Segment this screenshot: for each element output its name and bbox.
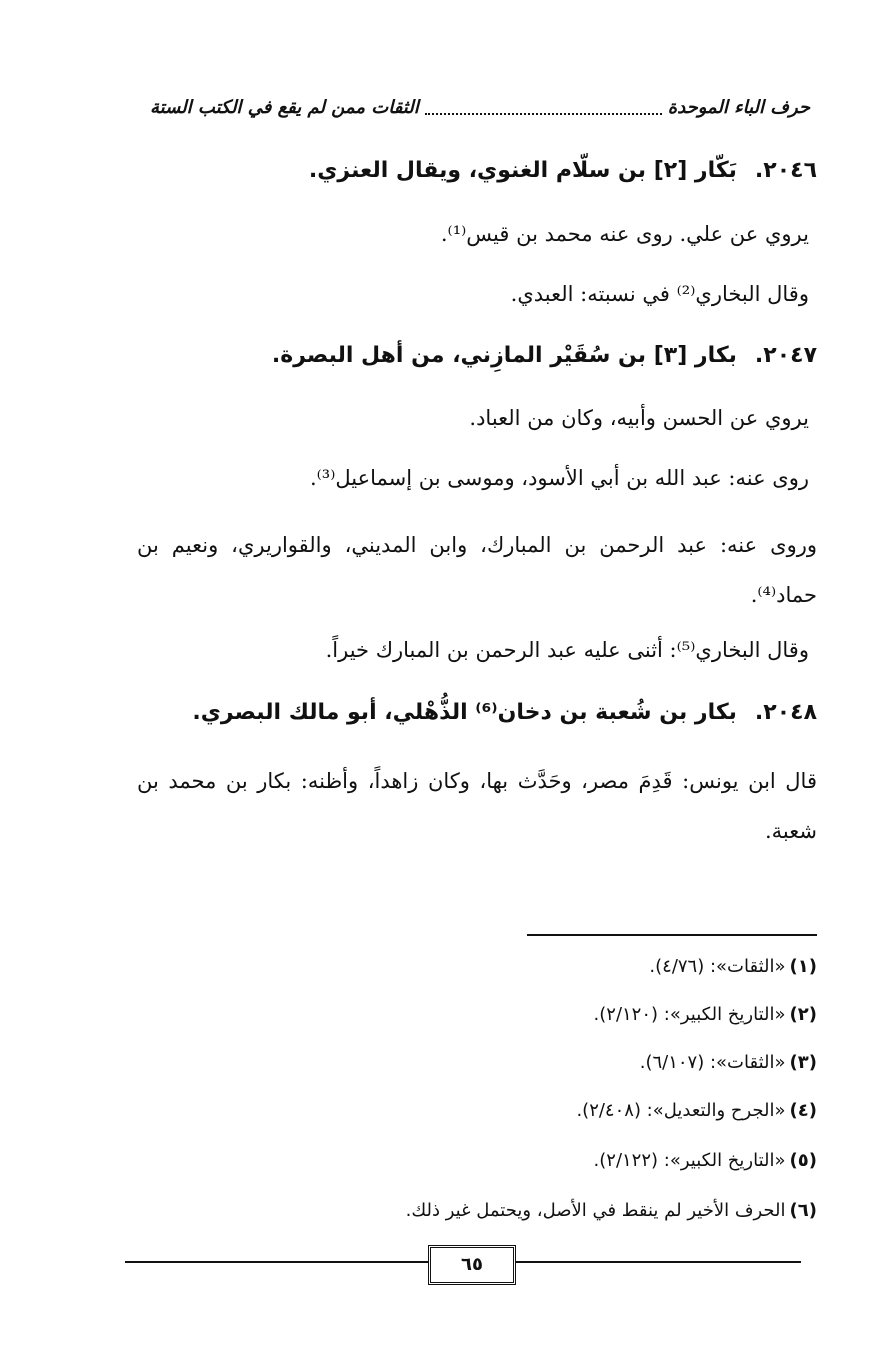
- running-header: [150, 92, 810, 122]
- entry-paragraph: روى عنه: عبد الله بن أبي الأسود، وموسى بن إسماعيل⁽³⁾.: [309, 466, 809, 490]
- header-chapter-title: حرف الباء الموحدة: [667, 96, 810, 118]
- page-number: ٦٥: [428, 1245, 516, 1285]
- entry-paragraph: يروي عن الحسن وأبيه، وكان من العباد.: [469, 406, 809, 430]
- entry-number: ٢٠٤٧.: [754, 343, 817, 368]
- footnote: [640, 1052, 817, 1073]
- entry-title: بَكّار [٢] بن سلّام الغنوي، ويقال العنزي.: [308, 158, 737, 183]
- footnote-number: (٢): [789, 1004, 817, 1025]
- footnote-number: (٤): [789, 1100, 817, 1121]
- entry-paragraph: وقال البخاري⁽⁵⁾: أثنى عليه عبد الرحمن بن المبارك خيراً.: [325, 638, 809, 662]
- footnote: [406, 1200, 817, 1221]
- footnote: [576, 1100, 817, 1121]
- entry-title: بكار [٣] بن سُقَيْر المازِني، من أهل البصرة.: [271, 343, 737, 368]
- entry-paragraph: يروي عن علي. روى عنه محمد بن قيس⁽¹⁾.: [440, 222, 809, 246]
- footnote-text: «التاريخ الكبير»: (٢/١٢٠).: [593, 1004, 786, 1025]
- entry-number: ٢٠٤٦.: [754, 158, 817, 183]
- header-book-title: الثقات ممن لم يقع في الكتب الستة: [150, 96, 419, 118]
- footnote-number: (٥): [789, 1150, 817, 1171]
- footnote: [649, 956, 817, 977]
- footnote-text: الحرف الأخير لم ينقط في الأصل، ويحتمل غير ذلك.: [405, 1200, 786, 1221]
- footnote-text: «التاريخ الكبير»: (٢/١٢٢).: [593, 1150, 786, 1171]
- footnote: [594, 1150, 817, 1171]
- footnote-number: (١): [789, 956, 817, 977]
- footnote-text: «الثقات»: (٤/٧٦).: [649, 956, 786, 977]
- entry-heading: [272, 343, 817, 368]
- entry-paragraph: وقال البخاري⁽²⁾ في نسبته: العبدي.: [510, 282, 809, 306]
- entry-paragraph: وروى عنه: عبد الرحمن بن المبارك، وابن المديني، والقواريري، ونعيم بن حماد⁽⁴⁾.: [137, 533, 817, 607]
- entry-heading: [192, 700, 817, 725]
- footnote-separator: [527, 934, 817, 936]
- entry-paragraph: قال ابن يونس: قَدِمَ مصر، وحَدَّث بها، وكان زاهداً، وأظنه: بكار بن محمد بن شعبة.: [137, 769, 817, 843]
- entry-title: بكار بن شُعبة بن دخان⁽⁶⁾ الذُّهْلي، أبو مالك البصري.: [192, 700, 737, 725]
- footnote-text: «الثقات»: (٦/١٠٧).: [639, 1052, 786, 1073]
- footnote-number: (٦): [789, 1200, 817, 1221]
- header-dot-leader: [425, 99, 662, 115]
- footnote-text: «الجرح والتعديل»: (٢/٤٠٨).: [576, 1100, 786, 1121]
- entry-number: ٢٠٤٨.: [754, 700, 817, 725]
- entry-heading: [309, 158, 817, 183]
- footnote: [594, 1004, 817, 1025]
- footnote-number: (٣): [789, 1052, 817, 1073]
